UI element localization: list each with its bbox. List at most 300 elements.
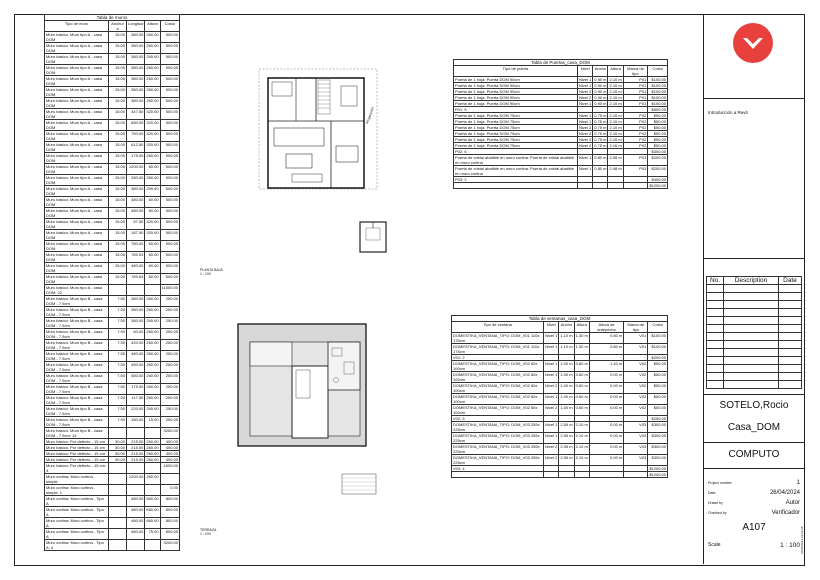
table-cell: Nivel 1 (544, 372, 559, 383)
table-cell: 480.00 (127, 208, 145, 219)
revision-cell (779, 285, 802, 293)
table-cell: P02 (623, 131, 648, 137)
table-cell: 260.00 (145, 351, 160, 362)
revision-row (707, 285, 802, 293)
table-cell: 2.10 m (609, 89, 622, 94)
table-cell: 15.00 (109, 65, 127, 76)
sheet-number: A107 (742, 522, 766, 533)
table-cell (593, 183, 608, 189)
table-cell (145, 540, 160, 551)
column-header: Costo (160, 21, 179, 32)
table-cell: 7.50 (109, 395, 127, 406)
revision-cell (724, 325, 779, 333)
revision-row (707, 373, 802, 381)
table-cell: Nivel 2 (544, 444, 559, 455)
table-cell (127, 540, 145, 551)
table-cell: 380.00 (127, 54, 145, 65)
table-cell: 500.00 (160, 175, 179, 186)
revision-row (707, 357, 802, 365)
table-cell: Muro básico: Muro tipo A - casa DOM (45, 98, 109, 109)
table-cell: Muro básico: Muro tipo B - casa DOM - 7.5cm (45, 296, 109, 307)
table-row (45, 340, 180, 351)
table-cell: V01: 2 (452, 355, 544, 361)
revision-cell (707, 349, 724, 357)
table-cell: 500.00 (160, 32, 179, 43)
table-cell: 0.00 m (589, 405, 624, 416)
revision-cell (724, 333, 779, 341)
table-cell (145, 485, 160, 496)
table-row (45, 329, 180, 340)
table-cell: 789.53 (127, 252, 145, 263)
table-cell: 480.00 (127, 263, 145, 274)
table-cell: 7.50 (109, 318, 127, 329)
table-cell: 500.00 (160, 142, 179, 153)
table-cell: 380.00 (127, 186, 145, 197)
revision-row (707, 293, 802, 301)
table-cell: 2.10 m (574, 444, 589, 455)
table-cell: 0.80 m (593, 155, 608, 166)
field-value: Verificador (771, 510, 800, 516)
table-cell: Muro cortina: Muro cortina - Tipo A (45, 507, 109, 518)
title-field (708, 490, 800, 496)
table-cell: $100.00 (648, 95, 668, 101)
table-row (45, 362, 180, 373)
table-cell: Muro básico: Muro tipo A - casa DOM (45, 164, 109, 175)
table-cell (623, 183, 648, 189)
table-cell: DOMESTIKA_VENTANA_TIPO: DOM_V03 255x 225cm (452, 433, 544, 444)
table-cell: 1.00 m (559, 394, 574, 405)
table-cell: Nivel 1 (578, 166, 593, 177)
table-cell: Nivel 1 (544, 344, 559, 355)
table-cell: Muro básico: Muro tipo B - casa DOM - 7.5cm (45, 395, 109, 406)
table-cell: Nivel 1 (544, 394, 559, 405)
column-header: Costo (648, 66, 668, 77)
windows-schedule-header (452, 322, 668, 333)
column-header: Altura (608, 66, 623, 77)
table-cell: 250.00 (160, 318, 179, 329)
table-cell: 260.00 (146, 439, 159, 444)
table-cell: V03 (624, 455, 648, 466)
table-row (45, 208, 180, 219)
revision-cell (707, 317, 724, 325)
table-cell: Nivel 1 (544, 433, 559, 444)
table-cell: 500.00 (160, 131, 179, 142)
table-cell: P01 (623, 83, 648, 89)
revision-row (707, 325, 802, 333)
divider-2 (704, 442, 804, 443)
table-row (45, 241, 180, 252)
table-cell: 15.00 (109, 186, 127, 197)
revision-cell (724, 373, 779, 381)
table-cell: 320.00 (145, 230, 160, 241)
table-cell: $300.00 (648, 149, 668, 155)
field-value: Autor (785, 500, 800, 506)
table-cell: $1200.00 (649, 466, 666, 471)
table-cell (145, 463, 160, 474)
table-cell: $50.00 (648, 383, 668, 394)
table-cell: 260.00 (145, 318, 160, 329)
table-cell: 1200.00 (127, 474, 145, 485)
table-row (45, 518, 180, 529)
table-cell: 0.80 m (589, 333, 624, 344)
table-cell: $200.00 (648, 166, 668, 177)
walls-schedule (44, 14, 180, 551)
revision-column-header: Date (779, 277, 802, 285)
table-cell: 60.00 (145, 208, 160, 219)
table-cell: Muro básico: Muro tipo A - casa DOM (45, 76, 109, 87)
revision-cell (724, 357, 779, 365)
table-cell: Muro básico: Muro tipo A - casa DOM (45, 65, 109, 76)
windows-schedule-title: Tabla de ventanas_casa_DOM (452, 316, 668, 322)
table-row (45, 417, 180, 428)
table-cell: Nivel 1 (579, 101, 592, 106)
table-cell: 1.00 m (559, 405, 574, 416)
table-cell: 15.00 (109, 274, 127, 285)
revision-cell (724, 381, 779, 389)
table-cell: V03 (624, 422, 648, 433)
column-header: Nivel (578, 66, 593, 77)
table-cell: 0.00 m (589, 383, 624, 394)
table-cell: 780.00 (127, 241, 145, 252)
table-cell: DOMESTIKA_VENTANA_TIPO: DOM_V01 110x 175cm (452, 333, 544, 344)
table-cell: 11000.00 (160, 285, 179, 296)
table-cell (578, 183, 593, 189)
table-cell: 7.55 (109, 351, 127, 362)
revision-cell (779, 301, 802, 309)
subtotal-row (45, 485, 180, 496)
table-cell: 480.00 (127, 351, 145, 362)
table-cell: 380.00 (127, 98, 145, 109)
table-cell: 500.00 (160, 252, 179, 263)
table-cell: 0.90 m (594, 95, 607, 100)
table-cell: 2.55 m (559, 433, 574, 444)
table-cell: 2.08 m (608, 155, 623, 166)
table-row (45, 87, 180, 98)
revision-cell (779, 357, 802, 365)
table-cell: 500.00 (160, 230, 179, 241)
table-row (45, 65, 180, 76)
table-cell: 260.00 (145, 32, 160, 43)
table-cell: 0.90 m (594, 77, 607, 82)
table-cell: 450.00 (127, 373, 145, 384)
table-cell: 480.00 (127, 529, 145, 540)
table-cell: Muro básico: Muro tipo A - casa DOM (45, 43, 109, 54)
table-cell: 2.10 m (609, 77, 622, 82)
revision-cell (779, 325, 802, 333)
table-cell (589, 472, 624, 478)
table-cell: 180.00 (127, 417, 145, 428)
table-cell: 250.00 (160, 362, 179, 373)
revision-row (707, 341, 802, 349)
table-cell: DOMESTIKA_VENTANA_TIPO: DOM_V02 60x 100cm (452, 405, 544, 416)
table-cell: Muro básico: Por defecto - 15 cm (45, 451, 109, 457)
table-cell: P03 (623, 166, 648, 177)
column-header: Tipo de ventana (452, 322, 544, 333)
table-cell: 7.50 (109, 329, 127, 340)
table-cell: 15.00 (109, 208, 127, 219)
table-cell: 215.00 (127, 451, 145, 457)
svg-text:Proyección: Proyección (365, 106, 375, 125)
windows-schedule-body (452, 333, 668, 478)
table-cell: 380.00 (127, 43, 145, 54)
table-row (45, 175, 180, 186)
table-cell: V02: 5 (452, 416, 544, 422)
table-row (45, 529, 180, 540)
table-cell: 250.00 (160, 296, 179, 307)
table-cell: 480.00 (127, 197, 145, 208)
table-cell: 0.80 m (593, 166, 608, 177)
table-cell: 500.00 (160, 76, 179, 87)
table-cell: 0.75 m (594, 125, 607, 130)
total-row (452, 472, 668, 478)
field-label: Checked by (708, 511, 727, 515)
table-cell: Nivel 2 (579, 131, 592, 136)
table-cell: 260.00 (145, 307, 160, 318)
table-cell: P02: 6 (454, 149, 578, 155)
table-cell: DOMESTIKA_VENTANA_TIPO: DOM_V01 110x 175cm (452, 344, 544, 355)
table-cell: 660.00 (145, 496, 160, 507)
table-cell: $300.00 (648, 444, 668, 455)
table-cell: 30.00 (109, 457, 127, 463)
table-cell (109, 518, 127, 529)
table-cell: Muro básico: Muro tipo A - casa DOM (45, 197, 109, 208)
table-cell: 320.00 (145, 109, 160, 120)
table-cell: Muro básico: Muro tipo A - casa DOM (45, 120, 109, 131)
table-cell: 0.90 m (594, 83, 607, 88)
table-cell: 2.10 m (574, 455, 589, 466)
table-cell: Puerta de 1 hoja: Puerta DOM 75cm (454, 113, 578, 119)
field-label: Date (708, 491, 716, 495)
table-cell: 15.00 (109, 263, 127, 274)
table-cell: P03: 2 (454, 177, 578, 183)
ground-floor-label (200, 268, 223, 276)
table-cell: 0.00 m (589, 444, 624, 455)
table-cell: Nivel 1 (579, 119, 592, 124)
table-cell: $200.00 (648, 155, 668, 166)
table-cell: Muro básico: Muro tipo A - casa DOM (45, 131, 109, 142)
table-cell: V03 (624, 444, 648, 455)
table-cell: 2.55 m (559, 455, 574, 466)
table-row (452, 394, 668, 405)
revision-cell (707, 325, 724, 333)
column-header: Altura (145, 21, 160, 32)
table-cell: 260.00 (145, 153, 160, 164)
column-header: Marca de tipo (624, 322, 648, 333)
table-cell: $300.00 (648, 422, 668, 433)
table-cell: 15.00 (109, 131, 127, 142)
table-row (45, 142, 180, 153)
table-cell: 260.00 (145, 384, 160, 395)
column-header: Marca de tipo (623, 66, 648, 77)
total-row (454, 183, 668, 189)
revision-cell (724, 365, 779, 373)
table-cell: 500.00 (160, 197, 179, 208)
table-cell: 1.10 m (559, 333, 574, 344)
column-header: Ancho (593, 66, 608, 77)
table-cell: Muro básico: Muro tipo B - casa DOM - 7.5cm (45, 417, 109, 428)
table-cell: 450.00 (127, 362, 145, 373)
table-cell: Puerta de 1 hoja: Puerta DOM 90cm (454, 95, 578, 101)
table-cell: P02 (623, 113, 648, 119)
table-row (45, 406, 180, 417)
table-cell: 15.00 (109, 76, 127, 87)
walls-schedule-title: Tabla de muros (45, 15, 180, 21)
table-row (45, 120, 180, 131)
table-cell: 0.90 m (594, 89, 607, 94)
windows-schedule (451, 315, 668, 478)
table-cell: $50.00 (648, 125, 668, 131)
table-cell: 175.00 (127, 384, 145, 395)
table-cell: 175.00 (127, 153, 145, 164)
table-cell: 680.00 (127, 120, 145, 131)
table-cell: Nivel 2 (579, 89, 592, 94)
table-row (45, 186, 180, 197)
table-cell: Muro básico: Por defecto - 15 cm (45, 445, 109, 451)
table-cell: 15.00 (109, 32, 127, 43)
table-cell: P03 (623, 155, 648, 166)
table-cell (109, 285, 127, 296)
table-cell: 7.50 (109, 373, 127, 384)
table-cell: 260.00 (145, 296, 160, 307)
revision-cell (707, 357, 724, 365)
table-cell: Muro básico: Por defecto - 15 cm: 4 (45, 463, 109, 474)
table-cell: 380.00 (127, 296, 145, 307)
table-cell: 15.00 (109, 87, 127, 98)
walls-schedule-header (45, 21, 180, 32)
table-cell: Muro básico: Muro tipo B - casa DOM - 7.5cm (45, 362, 109, 373)
table-cell: $250.00 (648, 416, 668, 422)
revision-cell (707, 301, 724, 309)
field-value: 26/04/2024 (769, 490, 800, 496)
title-block (703, 14, 804, 564)
scale-label: Scale (708, 542, 721, 548)
table-row (45, 474, 180, 485)
revision-cell (707, 333, 724, 341)
table-cell: 250.00 (160, 307, 179, 318)
table-cell: 60.00 (145, 164, 160, 175)
table-row (45, 109, 180, 120)
table-cell: Muro básico: Muro tipo A - casa DOM (45, 241, 109, 252)
table-cell: 2.10 m (609, 119, 622, 124)
table-cell: 60.00 (145, 263, 160, 274)
table-cell: 259.40 (145, 186, 160, 197)
project-name: Casa_DOM (727, 422, 781, 433)
divider (704, 394, 804, 395)
table-row (452, 444, 668, 455)
revision-cell (779, 365, 802, 373)
table-cell: DOMESTIKA_VENTANA_TIPO: DOM_V02 60x 100cm (452, 372, 544, 383)
table-cell: 260.00 (145, 406, 160, 417)
table-cell: Muro básico: Muro tipo A - casa DOM (45, 208, 109, 219)
table-cell: 215.00 (127, 457, 145, 463)
table-row (452, 455, 668, 466)
doors-schedule-title: Tabla de Puertas_casa_DOM (454, 60, 668, 66)
table-cell: 480.00 (127, 518, 145, 529)
table-cell: Puerta de 1 hoja: Puerta DOM 90cm (454, 83, 578, 89)
ground-floor-title: PLANTA BAJA (200, 268, 223, 272)
table-cell: 30.00 (109, 439, 127, 445)
table-cell: Nivel 1 (578, 155, 593, 166)
table-row (45, 384, 180, 395)
table-cell: 500.00 (160, 164, 179, 175)
table-row (45, 252, 180, 263)
table-cell: Muro cortina: Muro cortina - Tipo A (45, 518, 109, 529)
table-cell: 2.55 m (559, 444, 574, 455)
table-cell: 500.00 (160, 43, 179, 54)
table-cell: 2.10 m (609, 83, 622, 88)
table-row (45, 507, 180, 518)
table-cell: Muro básico: Muro tipo B - casa DOM - 7.5cm (45, 318, 109, 329)
table-cell: Nivel 2 (544, 383, 559, 394)
table-cell: 500.00 (160, 208, 179, 219)
logo-icon (732, 22, 774, 64)
table-cell: $50.00 (648, 394, 668, 405)
table-cell (559, 472, 574, 478)
table-row (45, 307, 180, 318)
revision-cell (724, 293, 779, 301)
client-name: SOTELO,Rocio (719, 400, 789, 411)
table-row (454, 155, 668, 166)
table-cell (109, 529, 127, 540)
column-header: Longitud (127, 21, 145, 32)
revision-table (706, 276, 802, 389)
table-cell: DOMESTIKA_VENTANA_TIPO: DOM_V03 255x 225cm (452, 422, 544, 433)
table-cell: 500.00 (160, 263, 179, 274)
table-cell: 0.00 m (589, 422, 624, 433)
table-cell: 2.10 m (609, 143, 622, 148)
table-cell: Muro cortina: Muro cortina - simple (45, 474, 109, 485)
table-cell: $200.00 (648, 355, 668, 361)
table-cell: 1.30 m (574, 344, 589, 355)
table-row (45, 318, 180, 329)
doors-schedule-body (454, 77, 668, 189)
table-cell: 15.00 (109, 197, 127, 208)
title-field (708, 500, 800, 506)
table-cell: 15.00 (145, 417, 160, 428)
table-cell: 1.40 m (589, 361, 624, 372)
table-cell (109, 463, 127, 474)
table-cell: Nivel 2 (579, 125, 592, 130)
table-cell: 215.00 (127, 445, 145, 451)
table-cell: 320.00 (145, 120, 160, 131)
table-cell: 260.00 (145, 329, 160, 340)
table-cell: 15.00 (109, 120, 127, 131)
table-cell: P01 (623, 77, 648, 83)
table-cell: Muro básico: Muro tipo A - casa DOM (45, 219, 109, 230)
column-header: Altura (574, 322, 589, 333)
revision-column-header: No. (707, 277, 724, 285)
table-cell: 250.00 (160, 395, 179, 406)
table-cell: 400.00 (160, 451, 179, 457)
table-cell: 7.50 (109, 417, 127, 428)
revision-row (707, 333, 802, 341)
table-cell: $300.00 (648, 433, 668, 444)
field-label: Project number (708, 481, 732, 485)
revision-cell (707, 293, 724, 301)
table-cell: 500.00 (160, 186, 179, 197)
table-cell: Puerta de 1 hoja: Puerta DOM 75cm (454, 119, 578, 125)
table-cell: 187.50 (127, 230, 145, 241)
table-cell: 660.00 (145, 518, 160, 529)
table-cell: 380.00 (127, 65, 145, 76)
table-cell: 7.50 (109, 307, 127, 318)
table-cell: $50.00 (648, 405, 668, 416)
table-row (45, 395, 180, 406)
table-cell: 60.00 (145, 197, 160, 208)
table-cell: 60.00 (145, 274, 160, 285)
table-cell: Puerta de cristal abatible en muro cortina: Puerta de cristal abatible en muro cortina (454, 166, 578, 177)
revision-cell (724, 317, 779, 325)
